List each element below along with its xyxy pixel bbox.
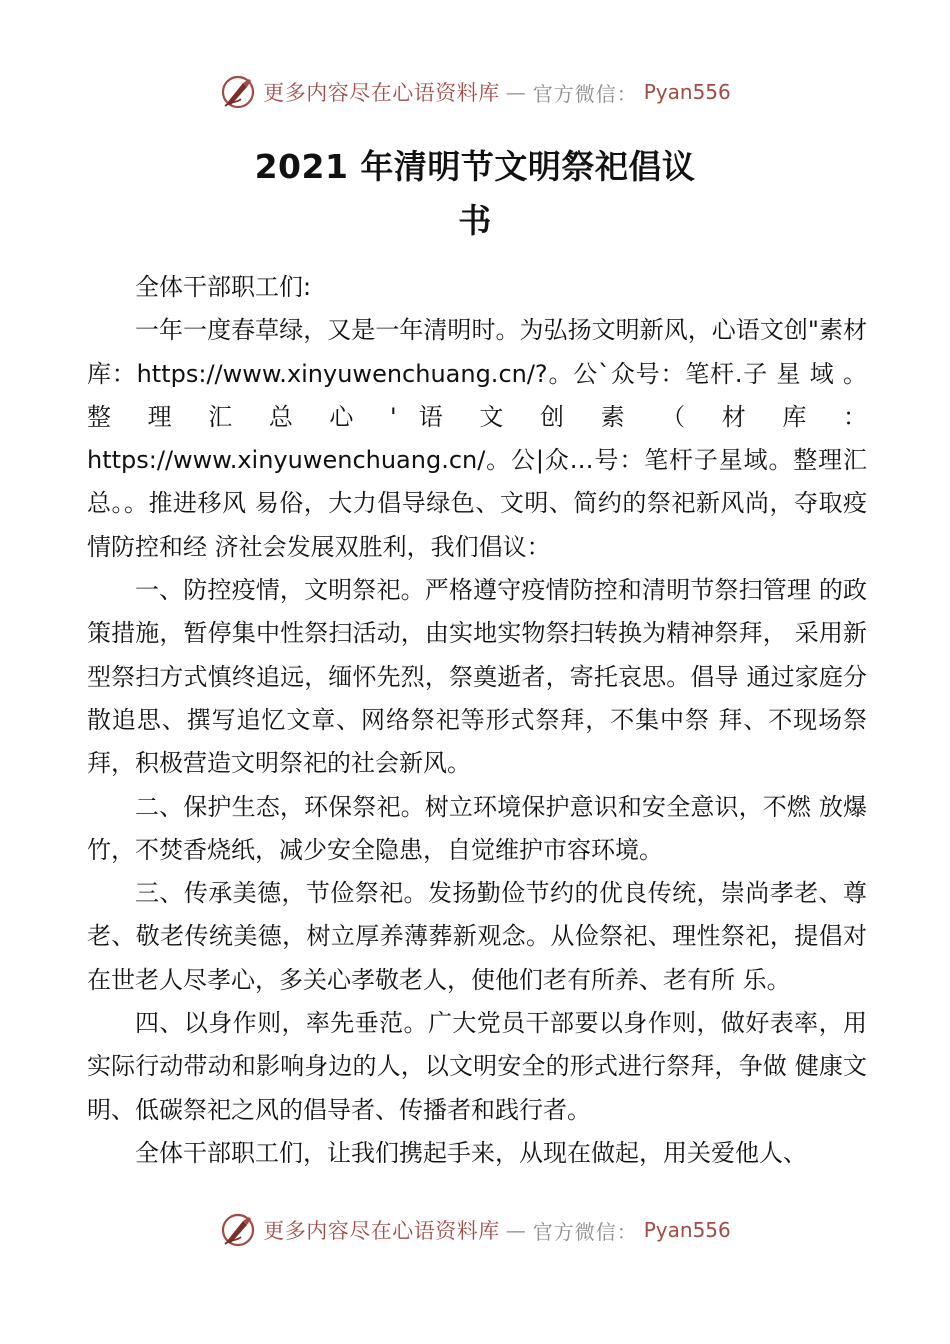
- watermark-text: 更多内容尽在心语资料库: [263, 81, 500, 105]
- proposal-4-paragraph: 四、以身作则，率先垂范。广大党员干部要以身作则，做好表率，用实际行动带动和影响身边的人，以文明安全的形式进行祭拜，争做 健康文明、低碳祭祀之风的倡导者、传播者和践行者。: [87, 1009, 867, 1124]
- watermark-wechat-label: 官方微信：: [532, 1219, 638, 1244]
- intro-paragraph: 一年一度春草绿，又是一年清明时。为弘扬文明新风，心语文创"素材库：https://www.xinyuwenchuang.cn/?。公`众号：笔杆.子 星 域 。 整 理 汇 总 心 ' 语 文 创 素 （ 材 库 ： https://www.xinyuwenchuang.cn/。公|众…号：笔杆子星域。整理汇总。。推进移风 易俗，大力倡导绿色、文明、简约的祭祀新风尚，夺取疫情防控和经 济社会发展双胜利，我们倡议：: [87, 316, 867, 561]
- watermark-separator: —: [505, 1218, 527, 1242]
- watermark-separator: —: [505, 80, 527, 104]
- proposal-1-paragraph: 一、防控疫情，文明祭祀。严格遵守疫情防控和清明节祭扫管理 的政策措施，暂停集中性祭扫活动，由实地实物祭扫转换为精神祭拜， 采用新型祭扫方式慎终追远，缅怀先烈，祭奠逝者，寄托哀思。倡导 通过家庭分散追思、撰写追忆文章、网络祭祀等形式祭拜，不集中祭 拜、不现场祭拜，积极营造文明祭祀的社会新风。: [87, 576, 867, 778]
- document-title-line-2: 书: [458, 201, 492, 240]
- proposal-3-paragraph: 三、传承美德，节俭祭祀。发扬勤俭节约的优良传统，崇尚孝老、尊老、敬老传统美德，树立厚养薄葬新观念。从俭祭祀、理性祭祀，提倡对在世老人尽孝心，多关心孝敬老人，使他们老有所养、老有所 乐。: [87, 879, 867, 994]
- watermark-wechat-id: Pyan556: [643, 80, 731, 104]
- footer-watermark-banner: [0, 1210, 950, 1250]
- watermark-wechat-label: 官方微信：: [532, 81, 638, 106]
- watermark-wechat-id: Pyan556: [643, 1218, 731, 1242]
- closing-paragraph: 全体干部职工们，让我们携起手来，从现在做起，用关爱他人、: [135, 1138, 807, 1167]
- pen-nib-logo-icon: [219, 73, 257, 111]
- document-title-line-1: 2021 年清明节文明祭祀倡议: [254, 147, 696, 186]
- pen-nib-logo-icon: [219, 1211, 257, 1249]
- header-watermark-banner: [0, 72, 950, 112]
- salutation-paragraph: 全体干部职工们:: [135, 273, 312, 301]
- document-body: [87, 266, 867, 1175]
- document-title: [0, 140, 950, 248]
- proposal-2-paragraph: 二、保护生态，环保祭祀。树立环境保护意识和安全意识，不燃 放爆竹，不焚香烧纸，减少安全隐患，自觉维护市容环境。: [87, 792, 867, 864]
- watermark-text: 更多内容尽在心语资料库: [263, 1219, 500, 1243]
